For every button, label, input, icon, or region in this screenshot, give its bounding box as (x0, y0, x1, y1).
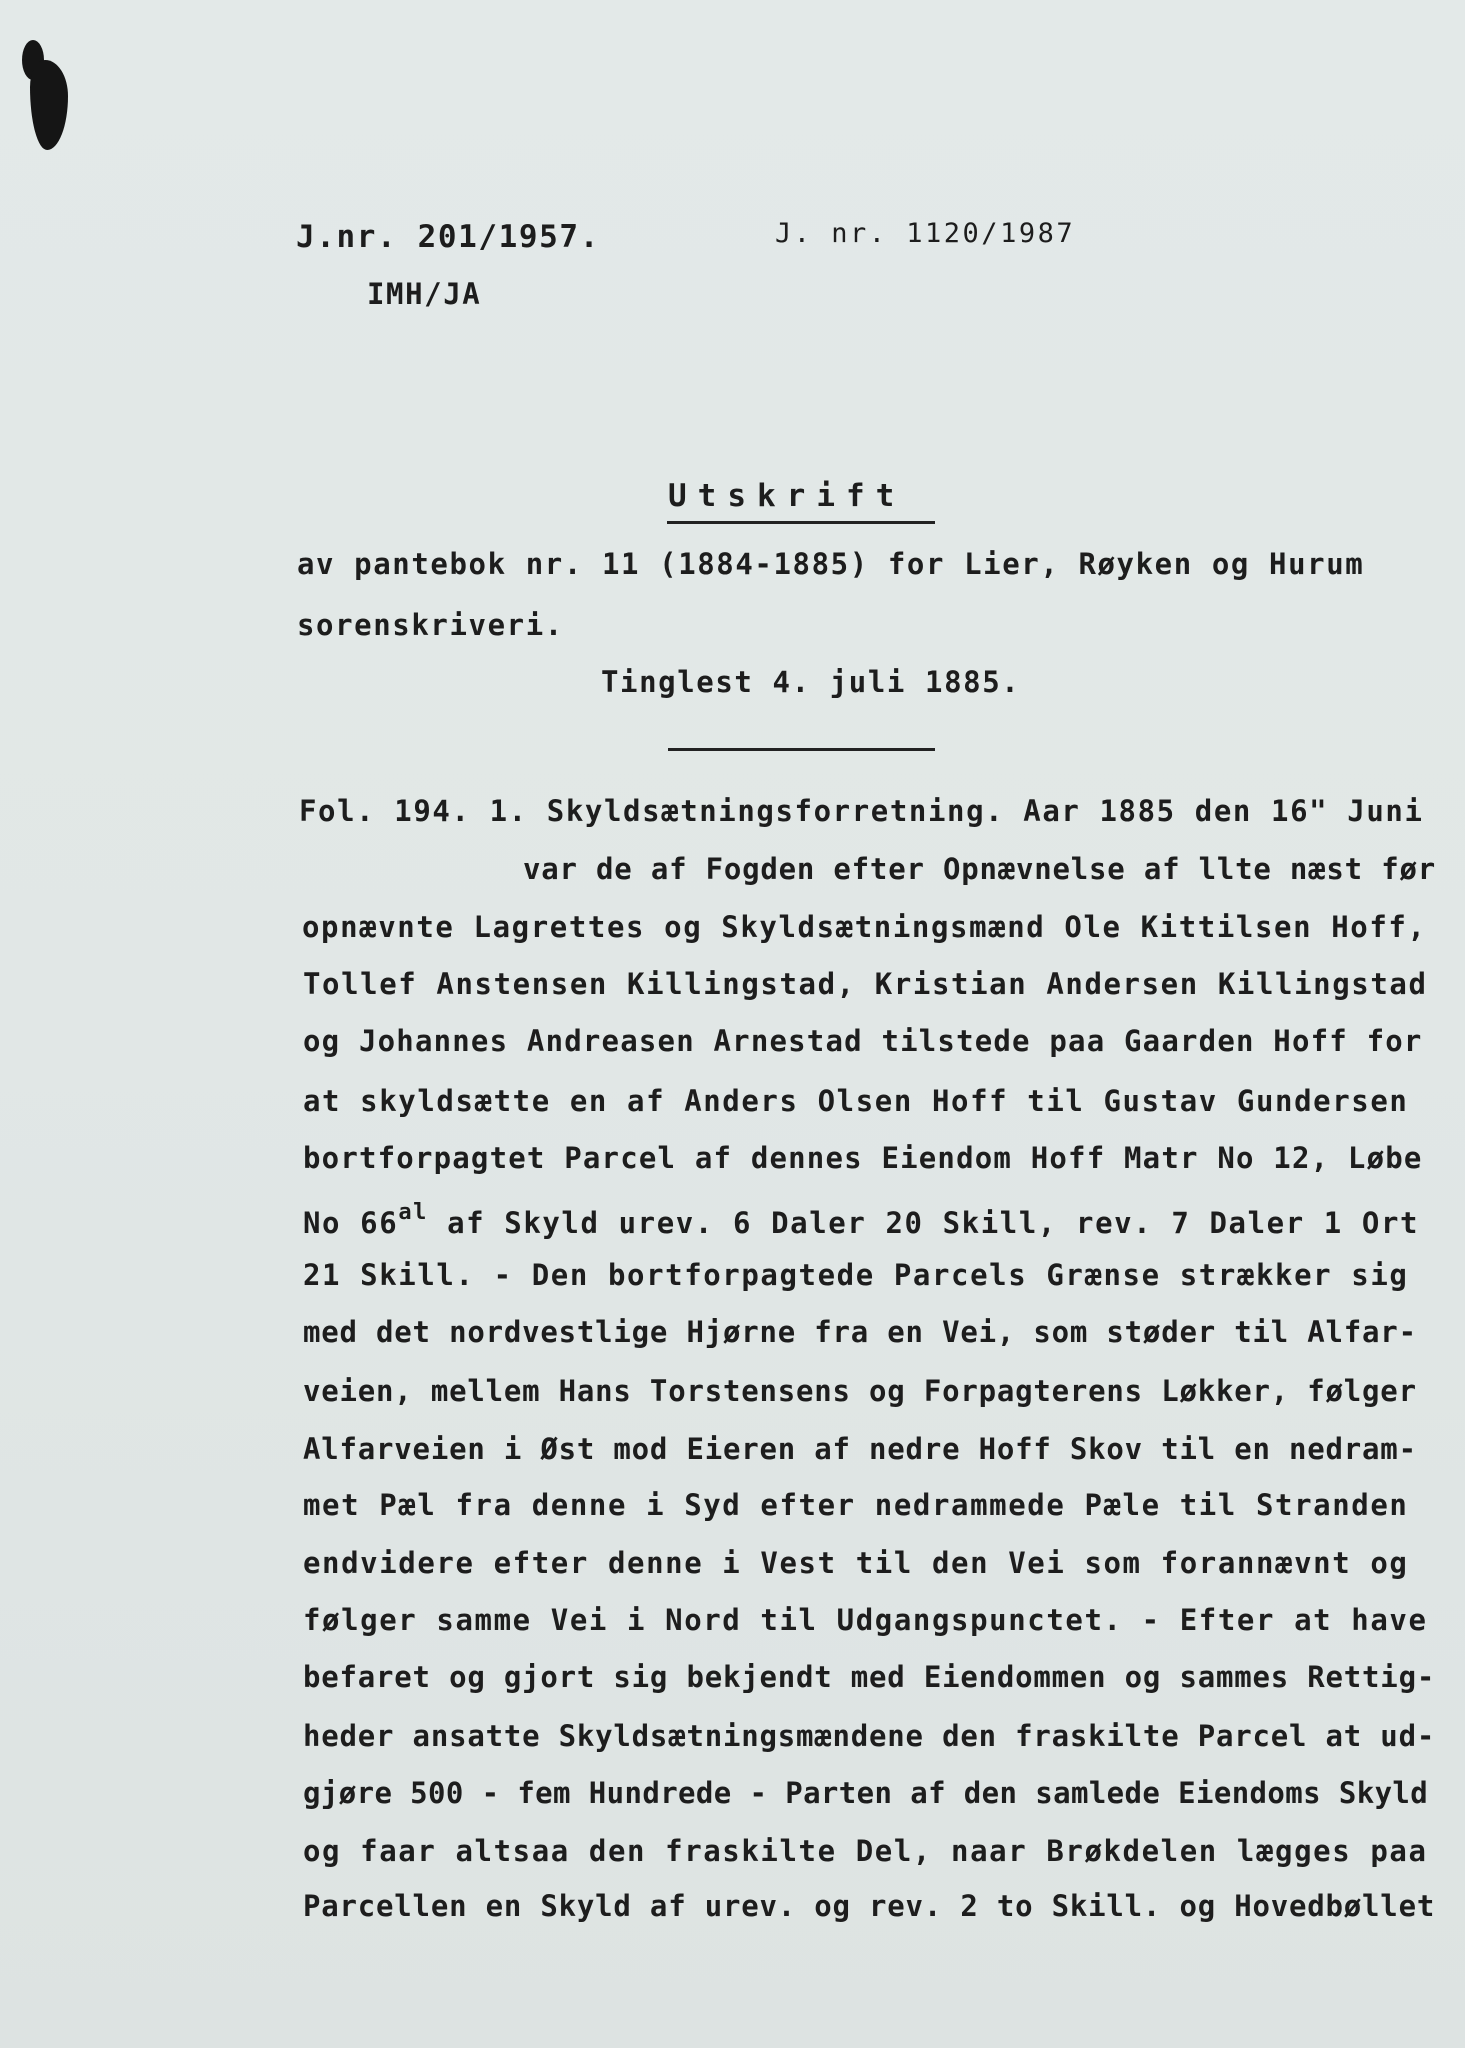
body-line-8-superscript: al (398, 1200, 429, 1225)
body-line-13: met Pæl fra denne i Syd efter nedrammede Pæle til Stranden (303, 1488, 1409, 1522)
body-line-6: at skyldsætte en af Anders Olsen Hoff til Gustav Gundersen (303, 1084, 1409, 1118)
body-line-11: veien, mellem Hans Torstensens og Forpagterens Løkker, følger (303, 1374, 1417, 1408)
body-line-8-end: af Skyld urev. 6 Daler 20 Skill, rev. 7 Daler 1 Ort (428, 1206, 1420, 1240)
body-line-8 (303, 1202, 1419, 1238)
intro-line-1: av pantebok nr. 11 (1884-1885) for Lier, Røyken og Hurum (297, 547, 1365, 581)
body-line-15: følger samme Vei i Nord til Udgangspunctet. - Efter at have (303, 1603, 1428, 1637)
journal-number-left: J.nr. 201/1957. (296, 219, 600, 255)
body-line-16: befaret og gjort sig bekjendt med Eiendommen og sammes Rettig- (303, 1660, 1436, 1694)
body-line-10: med det nordvestlige Hjørne fra en Vei, som støder til Alfar- (303, 1315, 1417, 1349)
body-line-9: 21 Skill. - Den bortforpagtede Parcels Grænse strækker sig (303, 1258, 1409, 1292)
title-underline (667, 521, 935, 524)
body-line-7: bortforpagtet Parcel af dennes Eiendom Hoff Matr No 12, Løbe (303, 1141, 1423, 1175)
separator-rule (668, 748, 935, 751)
body-line-17: heder ansatte Skyldsætningsmændene den fraskilte Parcel at ud- (303, 1719, 1436, 1753)
body-line-12: Alfarveien i Øst mod Eieren af nedre Hoff Skov til en nedram- (303, 1432, 1417, 1466)
initials: IMH/JA (367, 277, 482, 311)
body-line-20: Parcellen en Skyld af urev. og rev. 2 to Skill. og Hovedbøllet (303, 1889, 1436, 1923)
document-title: Utskrift (668, 478, 906, 514)
torn-edge-mark (30, 60, 68, 150)
body-line-19: og faar altsaa den fraskilte Del, naar Brøkdelen lægges paa (303, 1834, 1428, 1868)
body-line-14: endvidere efter denne i Vest til den Vei som forannævnt og (303, 1546, 1409, 1580)
tinglest-date: Tinglest 4. juli 1885. (601, 665, 1021, 699)
body-line-5: og Johannes Andreasen Arnestad tilstede paa Gaarden Hoff for (303, 1024, 1423, 1058)
body-line-4: Tollef Anstensen Killingstad, Kristian Andersen Killingstad (303, 967, 1428, 1001)
intro-line-2: sorenskriveri. (297, 608, 564, 642)
body-line-3: opnævnte Lagrettes og Skyldsætningsmænd Ole Kittilsen Hoff, (302, 910, 1427, 944)
body-line-8-start: No 66 (303, 1206, 399, 1240)
body-line-18: gjøre 500 - fem Hundrede - Parten af den samlede Eiendoms Skyld (303, 1776, 1429, 1810)
journal-number-right: J. nr. 1120/1987 (775, 218, 1076, 249)
body-line-2: var de af Fogden efter Opnævnelse af llte næst før (523, 852, 1436, 886)
body-line-1: Fol. 194. 1. Skyldsætningsforretning. Aar 1885 den 16" Juni (299, 794, 1424, 828)
